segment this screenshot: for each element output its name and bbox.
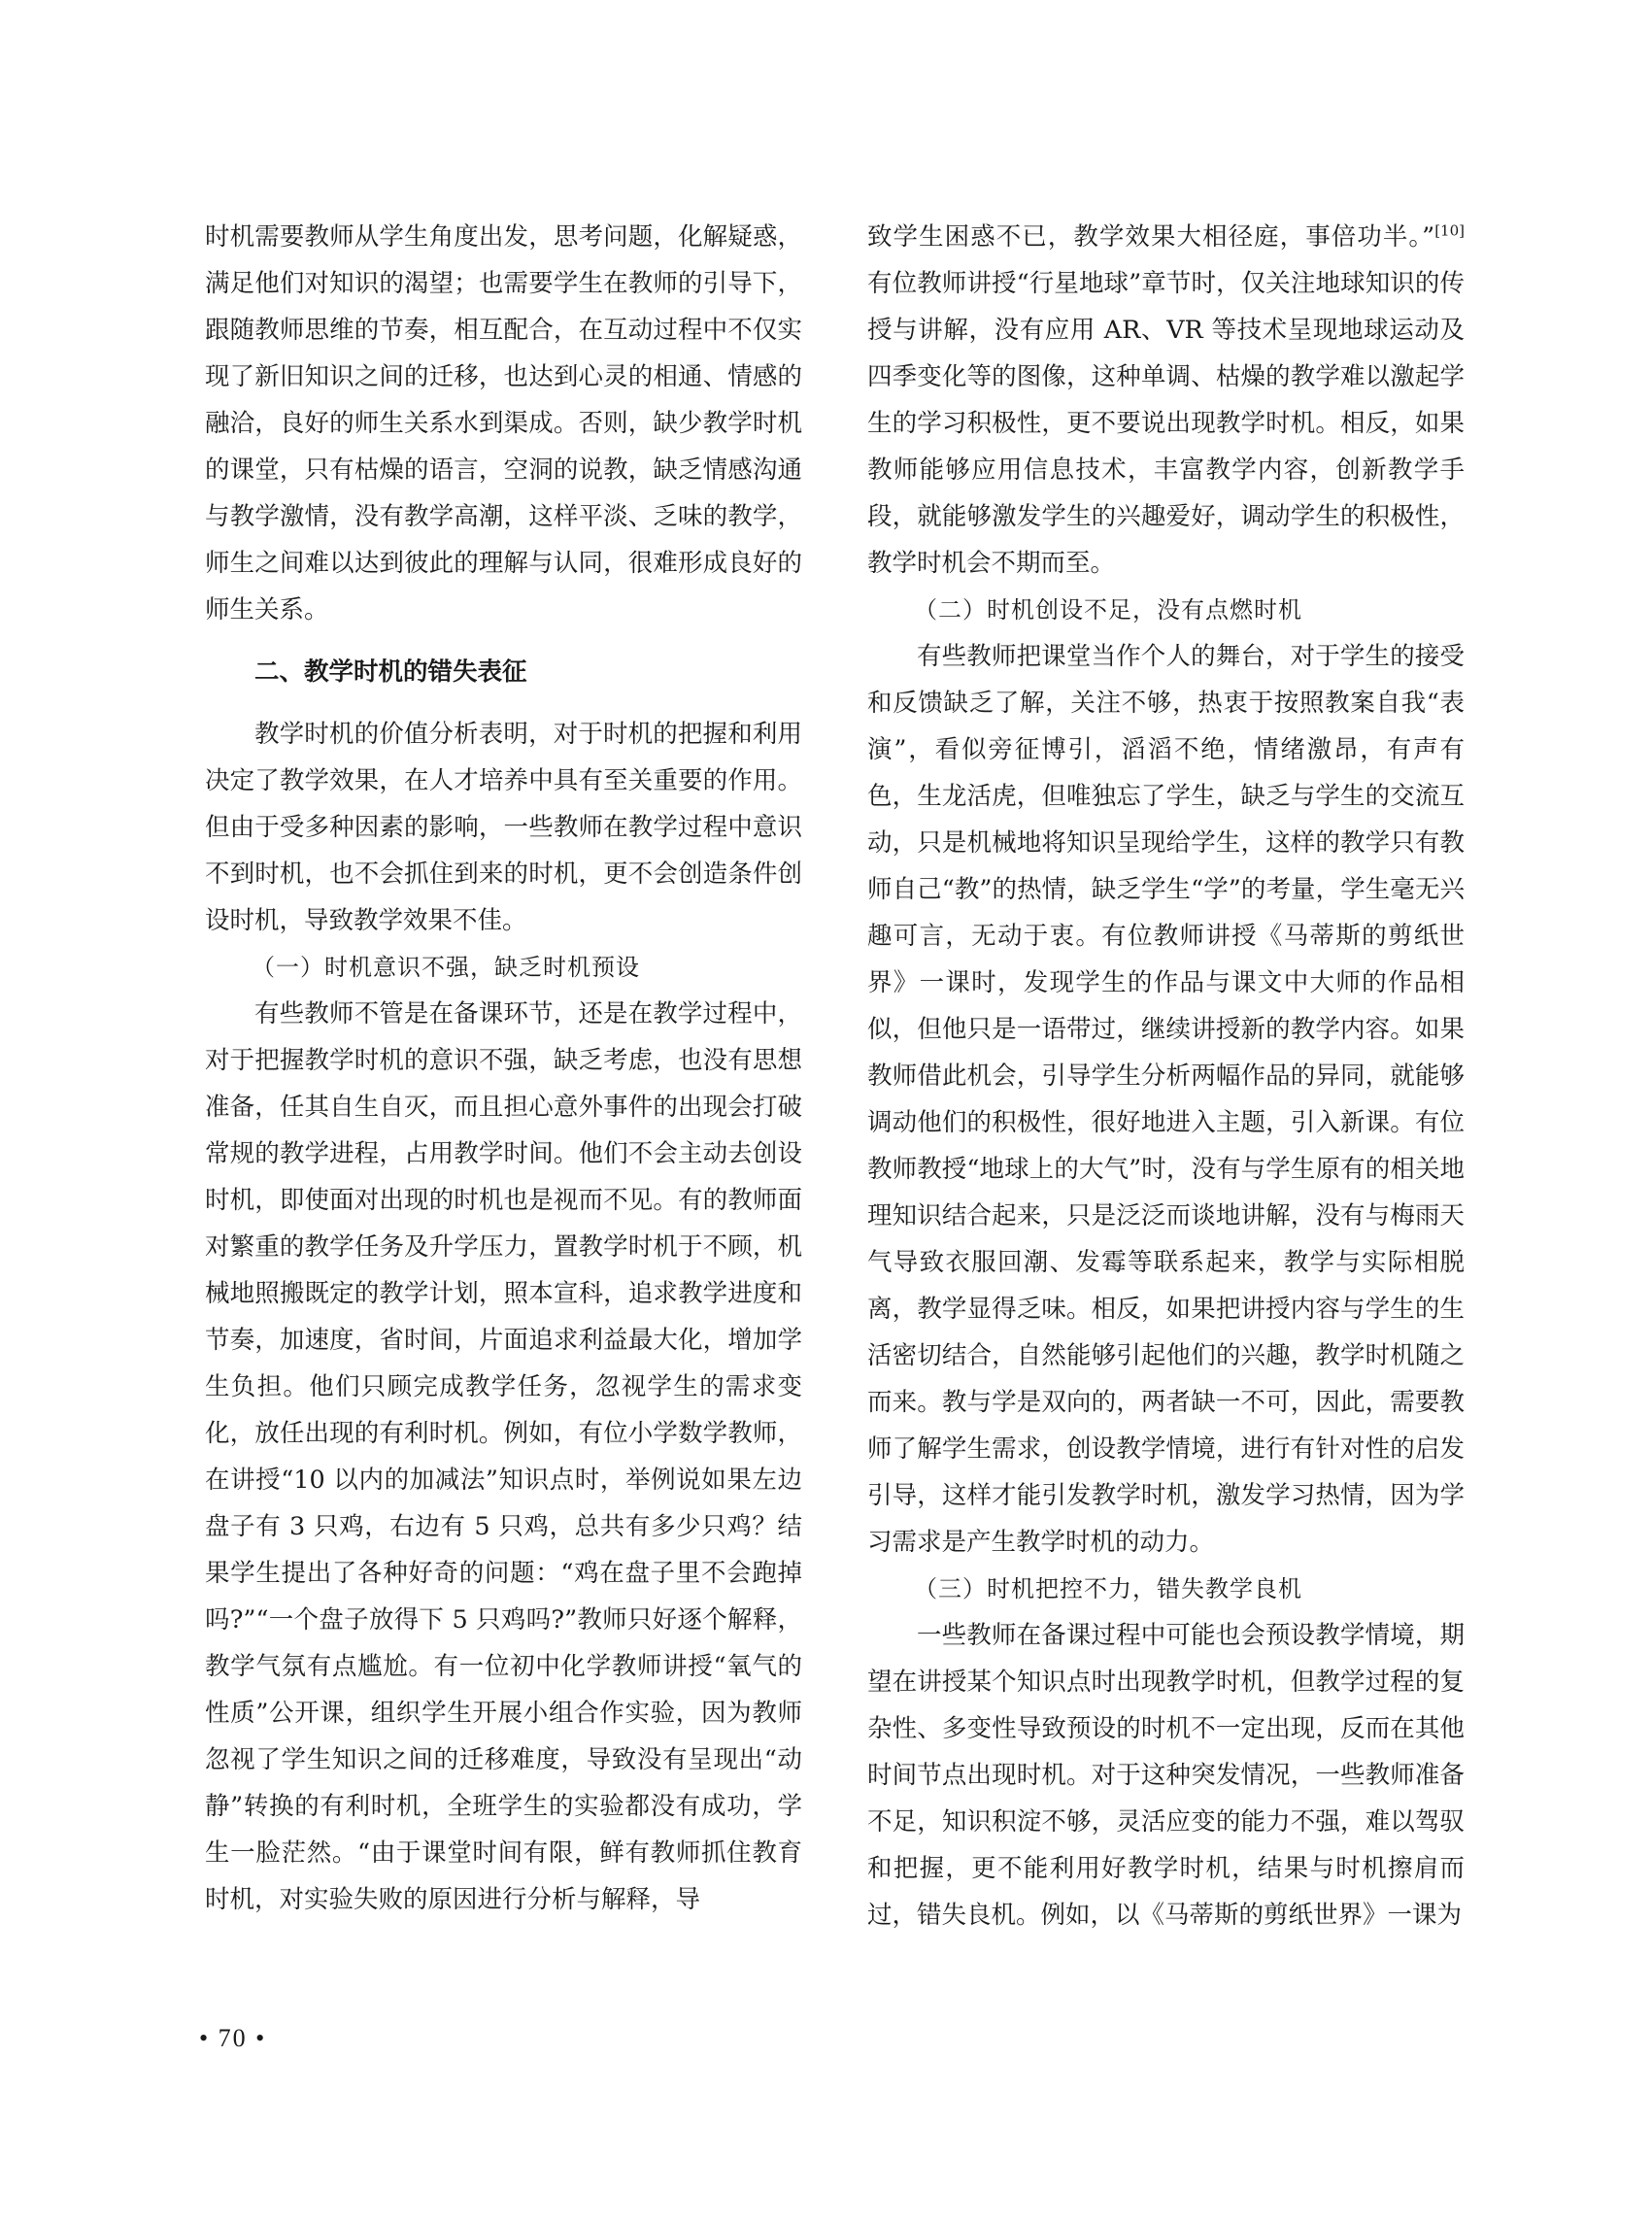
body-paragraph: 有些教师不管是在备课环节，还是在教学过程中，对于把握教学时机的意识不强，缺乏考虑，也没有思想准备，任其自生自灭，而且担心意外事件的出现会打破常规的教学进程，占用教学时间。他们不会主动去创设时机，即使面对出现的时机也是视而不见。有的教师面对繁重的教学任务及升学压力，置教学时机于不顾，机械地照搬既定的教学计划，照本宣科，追求教学进度和节奏，加速度，省时间，片面追求利益最大化，增加学生负担。他们只顾完成教学任务，忽视学生的需求变化，放任出现的有利时机。例如，有位小学数学教师，在讲授“10 以内的加减法”知识点时，举例说如果左边盘子有 3 只鸡，右边有 5 只鸡，总共有多少只鸡？结果学生提出了各种好奇的问题：“鸡在盘子里不会跑掉吗?”“一个盘子放得下 5 只鸡吗?”教师只好逐个解释，教学气氛有点尴尬。有一位初中化学教师讲授“氧气的性质”公开课，组织学生开展小组合作实验，因为教师忽视了学生知识之间的迁移难度，导致没有呈现出“动静”转换的有利时机，全班学生的实验都没有成功，学生一脸茫然。“由于课堂时间有限，鲜有教师抓住教育时机，对实验失败的原因进行分析与解释，导 <box>205 999 802 1914</box>
paragraph-text: 致学生困惑不已，教学效果大相径庭，事倍功半。” <box>867 222 1435 252</box>
body-paragraph: 教学时机的价值分析表明，对于时机的把握和利用决定了教学效果，在人才培养中具有至关重要的作用。但由于受多种因素的影响，一些教师在教学过程中意识不到时机，也不会抓住到来的时机，更不会创造条件创设时机，导致教学效果不佳。 <box>205 720 802 935</box>
body-paragraph <box>867 214 1465 587</box>
body-paragraph: 一些教师在备课过程中可能也会预设教学情境，期望在讲授某个知识点时出现教学时机，但教学过程的复杂性、多变性导致预设的时机不一定出现，反而在其他时间节点出现时机。对于这种突发情况，一些教师准备不足，知识积淀不够，灵活应变的能力不强，难以驾驭和把握，更不能利用好教学时机，结果与时机擦肩而过，错失良机。例如，以《马蒂斯的剪纸世界》一课为 <box>867 1621 1465 1930</box>
page-number: • 70 • <box>199 2024 267 2052</box>
body-paragraph: 时机需要教师从学生角度出发，思考问题，化解疑惑，满足他们对知识的渴望；也需要学生在教师的引导下，跟随教师思维的节奏，相互配合，在互动过程中不仅实现了新旧知识之间的迁移，也达到心灵的相通、情感的融洽，良好的师生关系水到渠成。否则，缺少教学时机的课堂，只有枯燥的语言，空洞的说教，缺乏情感沟通与教学激情，没有教学高潮，这样平淡、乏味的教学，师生之间难以达到彼此的理解与认同，很难形成良好的师生关系。 <box>205 222 802 624</box>
section-heading: 二、教学时机的错失表征 <box>254 657 527 687</box>
subsection-heading: （一）时机意识不强，缺乏时机预设 <box>252 954 640 981</box>
citation-marker: [10] <box>1434 221 1465 240</box>
paragraph-text: 有位教师讲授“行星地球”章节时，仅关注地球知识的传授与讲解，没有应用 AR、VR 等技术呈现地球运动及四季变化等的图像，这种单调、枯燥的教学难以激起学生的学习积极性，更不要说出现教学时机。相反，如果教师能够应用信息技术，丰富教学内容，创新教学手段，就能够激发学生的兴趣爱好，调动学生的积极性，教学时机会不期而至。 <box>867 269 1465 578</box>
right-column <box>867 214 1465 1938</box>
body-paragraph: 有些教师把课堂当作个人的舞台，对于学生的接受和反馈缺乏了解，关注不够，热衷于按照教案自我“表演”，看似旁征博引，滔滔不绝，情绪激昂，有声有色，生龙活虎，但唯独忘了学生，缺乏与学生的交流互动，只是机械地将知识呈现给学生，这样的教学只有教师自己“教”的热情，缺乏学生“学”的考量，学生毫无兴趣可言，无动于衷。有位教师讲授《马蒂斯的剪纸世界》一课时，发现学生的作品与课文中大师的作品相似，但他只是一语带过，继续讲授新的教学内容。如果教师借此机会，引导学生分析两幅作品的异同，就能够调动他们的积极性，很好地进入主题，引入新课。有位教师教授“地球上的大气”时，没有与学生原有的相关地理知识结合起来，只是泛泛而谈地讲解，没有与梅雨天气导致衣服回潮、发霉等联系起来，教学与实际相脱离，教学显得乏味。相反，如果把讲授内容与学生的生活密切结合，自然能够引起他们的兴趣，教学时机随之而来。教与学是双向的，两者缺一不可，因此，需要教师了解学生需求，创设教学情境，进行有针对性的启发引导，这样才能引发教学时机，激发学习热情，因为学习需求是产生教学时机的动力。 <box>867 642 1465 1557</box>
subsection-heading: （三）时机把控不力，错失教学良机 <box>914 1575 1302 1602</box>
subsection-heading: （二）时机创设不足，没有点燃时机 <box>914 596 1302 624</box>
left-column <box>205 214 802 1923</box>
